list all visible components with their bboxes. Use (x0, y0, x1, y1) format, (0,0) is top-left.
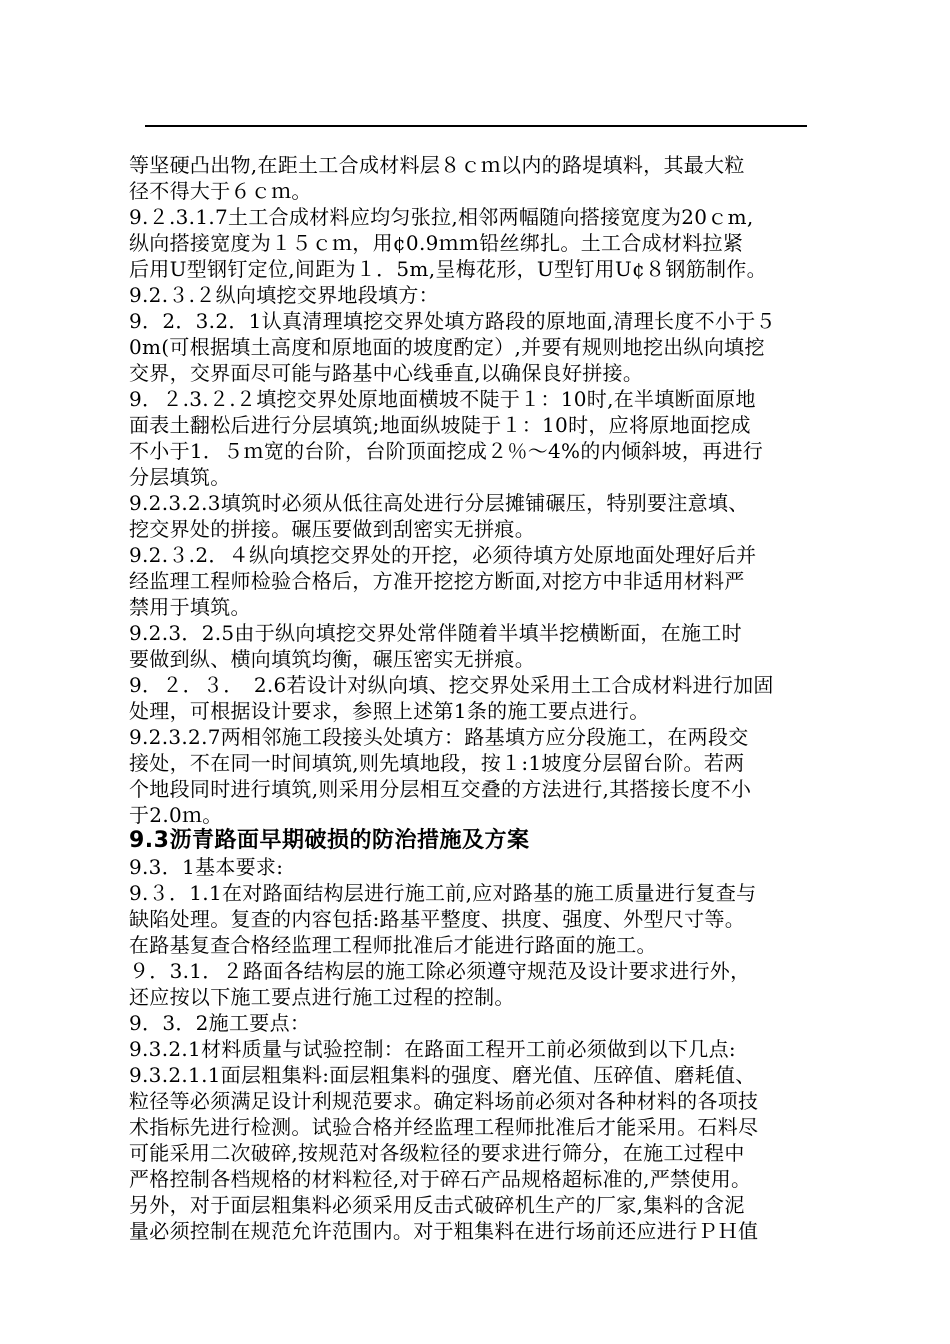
body-line: 经监理工程师检验合格后，方准开挖挖方断面,对挖方中非适用材料严 (129, 569, 745, 593)
body-line: 径不得大于６ｃｍ。 (129, 179, 312, 203)
body-line: 术指标先进行检测。试验合格并经监理工程师批准后才能采用。石料尽 (129, 1115, 759, 1139)
body-line: 可能采用二次破碎,按规范对各级粒径的要求进行筛分，在施工过程中 (129, 1141, 745, 1165)
body-line: 9．3．2施工要点： (129, 1011, 311, 1035)
body-line: 交界，交界面尽可能与路基中心线垂直,以确保良好拼接。 (129, 361, 644, 385)
body-line: 9.2.３.２纵向填挖交界地段填方： (129, 283, 439, 307)
body-line: 9.２.3.1.7土工合成材料应均匀张拉,相邻两幅随向搭接宽度为20ｃm, (129, 205, 754, 229)
body-line: 0m(可根据填土高度和原地面的坡度酌定）,并要有规则地挖出纵向填挖 (129, 335, 765, 359)
body-line: 9．2．3.2．1认真清理填挖交界处填方路段的原地面,清理长度不小于５ (129, 309, 776, 333)
body-line: 9.3.2.1.1面层粗集料:面层粗集料的强度、磨光值、压碎值、磨耗值、 (129, 1063, 756, 1087)
body-line: 9.3.2.1材料质量与试验控制：在路面工程开工前必须做到以下几点: (129, 1037, 736, 1061)
body-line: 挖交界处的拼接。碾压要做到刮密实无拼痕。 (129, 517, 535, 541)
body-line: 个地段同时进行填筑,则采用分层相互交叠的方法进行,其搭接长度不小 (129, 777, 752, 801)
body-line: 缺陷处理。复查的内容包括:路基平整度、拱度、强度、外型尺寸等。 (129, 907, 746, 931)
body-line: 等坚硬凸出物,在距土工合成材料层８ｃｍ以内的路堤填料，其最大粒 (129, 153, 745, 177)
header-rule (145, 125, 807, 127)
body-line: 9．２．３． 2.6若设计对纵向填、挖交界处采用土工合成材料进行加固 (129, 673, 774, 697)
body-line: 严格控制各档规格的材料粒径,对于碎石产品规格超标准的,严禁使用。 (129, 1167, 752, 1191)
body-line: 还应按以下施工要点进行施工过程的控制。 (129, 985, 515, 1009)
body-line: 9.2.3．2.5由于纵向填挖交界处常伴随着半填半挖横断面，在施工时 (129, 621, 742, 645)
body-line: 分层填筑。 (129, 465, 231, 489)
body-line: 粒径等必须满足设计利规范要求。确定料场前必须对各种材料的各项技 (129, 1089, 759, 1113)
body-line: 9.３．1.1在对路面结构层进行施工前,应对路基的施工质量进行复查与 (129, 881, 757, 905)
body-line: ９．3.1．２路面各结构层的施工除必须遵守规范及设计要求进行外， (129, 959, 751, 983)
body-line: 9.2.３.2．４纵向填挖交界处的开挖，必须待填方处原地面处理好后并 (129, 543, 757, 567)
body-line: 量必须控制在规范允许范围内。对于粗集料在进行场前还应进行ＰＨ值 (129, 1219, 759, 1243)
body-line: 9.3．1基本要求: (129, 855, 284, 879)
body-line: 9.2.3.2.7两相邻施工段接头处填方：路基填方应分段施工，在两段交 (129, 725, 749, 749)
body-line: 禁用于填筑。 (129, 595, 251, 619)
body-line: 不小于1．５ｍ宽的台阶，台阶顶面挖成２％～4%的内倾斜坡，再进行 (129, 439, 764, 463)
body-line: 在路基复查合格经监理工程师批准后才能进行路面的施工。 (129, 933, 657, 957)
section-heading: 9.3沥青路面早期破损的防治措施及方案 (129, 828, 530, 853)
body-line: 接处，不在同一时间填筑,则先填地段，按１:1坡度分层留台阶。若两 (129, 751, 745, 775)
body-line: 面表土翻松后进行分层填筑;地面纵坡陡于１：10时，应将原地面挖成 (129, 413, 751, 437)
body-line: 处理，可根据设计要求，参照上述第1条的施工要点进行。 (129, 699, 650, 723)
body-line: 后用U型钢钉定位,间距为１．5m,呈梅花形，U型钉用U¢８钢筋制作。 (129, 257, 767, 281)
document-body (129, 152, 829, 1244)
body-line: 9.2.3.2.3填筑时必须从低往高处进行分层摊铺碾压，特别要注意填、 (129, 491, 749, 515)
body-line: 另外，对于面层粗集料必须采用反击式破碎机生产的厂家,集料的含泥 (129, 1193, 745, 1217)
body-line: 9．２.3.２.２填挖交界处原地面横坡不陡于１：10时,在半填断面原地 (129, 387, 756, 411)
body-line: 要做到纵、横向填筑均衡，碾压密实无拼痕。 (129, 647, 535, 671)
body-line: 于2.0ｍ。 (129, 803, 223, 827)
body-line: 纵向搭接宽度为１５ｃｍ，用¢0.9ｍｍ铅丝绑扎。土工合成材料拉紧 (129, 231, 744, 255)
